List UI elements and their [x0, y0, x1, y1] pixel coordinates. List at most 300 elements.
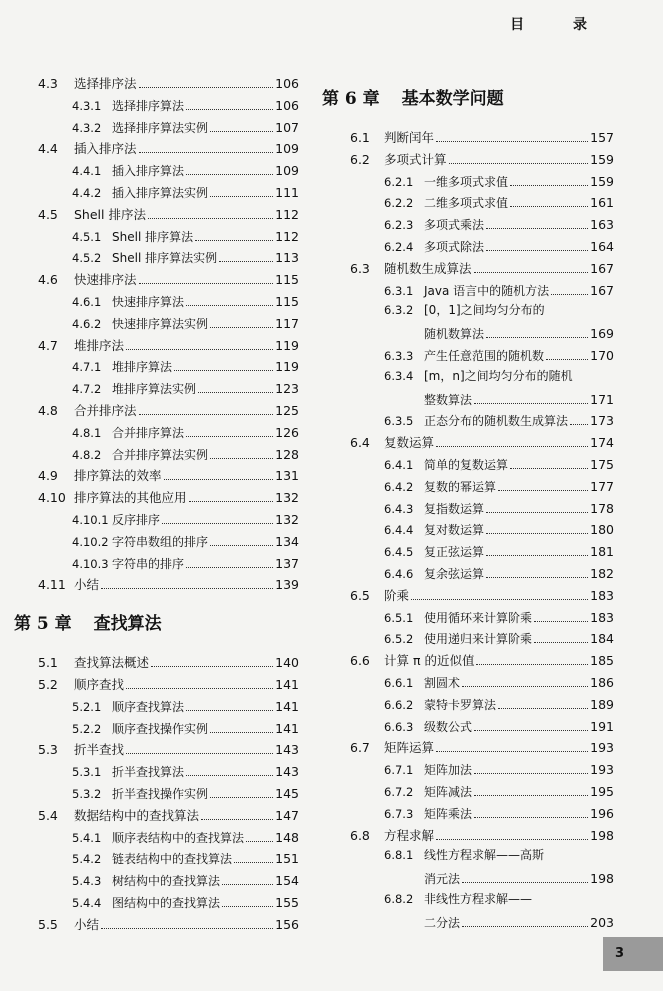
toc-entry-title: 图结构中的查找算法 — [112, 895, 221, 910]
toc-entry[interactable] — [14, 377, 299, 399]
toc-entry-title: 复正弦运算 — [424, 545, 485, 560]
toc-entry-number: 6.5.2 — [384, 632, 414, 647]
toc-entry[interactable] — [14, 443, 299, 465]
toc-entry-page: 173 — [590, 413, 614, 429]
dot-leader — [139, 137, 274, 153]
toc-right-column — [322, 78, 614, 932]
toc-entry-title: 方程求解 — [384, 827, 435, 843]
toc-entry-title: [0，1]之间均匀分布的 — [424, 303, 545, 318]
toc-entry-page: 139 — [275, 577, 299, 593]
toc-entry-number: 6.4.4 — [384, 523, 414, 538]
dot-leader — [534, 606, 588, 622]
toc-entry[interactable] — [322, 170, 614, 192]
toc-entry[interactable] — [322, 671, 614, 693]
dot-leader — [210, 181, 273, 197]
toc-entry-title: Shell 排序法 — [74, 206, 146, 222]
toc-entry-title: 顺序表结构中的查找算法 — [112, 830, 245, 845]
toc-entry-number: 6.8.1 — [384, 848, 414, 863]
toc-entry-title: 矩阵加法 — [424, 763, 473, 778]
dot-leader — [474, 802, 588, 818]
toc-entry-number: 5.1 — [38, 655, 58, 671]
toc-entry[interactable] — [14, 290, 299, 312]
toc-entry[interactable] — [14, 826, 299, 848]
dot-leader — [486, 213, 588, 229]
toc-entry-page: 126 — [275, 424, 299, 440]
toc-entry-title: 字符串数组的排序 — [112, 534, 209, 549]
toc-entry[interactable] — [322, 191, 614, 213]
toc-entry-page: 115 — [275, 293, 299, 309]
toc-entry-page: 180 — [590, 522, 614, 538]
toc-entry[interactable] — [14, 246, 299, 268]
dot-leader — [462, 867, 588, 883]
toc-entry-number: 4.9 — [38, 468, 58, 484]
toc-entry-title: 一维多项式求值 — [424, 174, 509, 189]
toc-entry-page: 167 — [590, 282, 614, 298]
dot-leader — [436, 824, 588, 840]
toc-entry-number: 5.2 — [38, 676, 58, 692]
toc-entry[interactable] — [14, 312, 299, 334]
toc-entry[interactable] — [322, 453, 614, 475]
toc-entry-page: 170 — [590, 347, 614, 363]
toc-entry-number: 6.3.1 — [384, 283, 414, 298]
toc-entry-title: 折半查找操作实例 — [112, 786, 209, 801]
toc-entry[interactable] — [322, 344, 614, 366]
toc-entry-number: 6.2.2 — [384, 196, 414, 211]
toc-entry-title: 数据结构中的查找算法 — [74, 807, 200, 823]
toc-entry-title: 使用递归来计算阶乘 — [424, 632, 533, 647]
toc-entry[interactable] — [14, 334, 299, 356]
toc-entry[interactable] — [322, 845, 614, 867]
toc-entry-page: 113 — [275, 250, 299, 266]
toc-entry-page: 169 — [590, 326, 614, 342]
toc-entry-title: 插入排序算法 — [112, 164, 185, 179]
toc-entry-page: 155 — [275, 894, 299, 910]
dot-leader — [210, 530, 273, 546]
toc-entry-title: 非线性方程求解—— — [424, 891, 533, 906]
toc-entry-title: 顺序查找操作实例 — [112, 721, 209, 736]
dot-leader — [198, 377, 273, 393]
toc-entry-title: [m，n]之间均匀分布的随机 — [424, 368, 573, 383]
toc-entry-page: 181 — [590, 544, 614, 560]
toc-entry[interactable] — [322, 911, 614, 933]
toc-entry-title: 快速排序算法 — [112, 294, 185, 309]
toc-entry-page: 163 — [590, 217, 614, 233]
toc-entry[interactable] — [14, 573, 299, 595]
toc-entry[interactable] — [14, 695, 299, 717]
page-number-badge: 3 — [603, 937, 663, 971]
toc-entry[interactable] — [14, 203, 299, 225]
toc-entry-page: 184 — [590, 631, 614, 647]
toc-entry-title: 合并排序算法 — [112, 425, 185, 440]
toc-entry-title: 快速排序法 — [74, 272, 137, 288]
toc-entry[interactable] — [322, 388, 614, 410]
dot-leader — [474, 715, 588, 731]
toc-entry-number: 6.4.5 — [384, 545, 414, 560]
dot-leader — [186, 421, 273, 437]
dot-leader — [210, 116, 273, 132]
toc-entry[interactable] — [322, 802, 614, 824]
toc-entry[interactable] — [322, 409, 614, 431]
toc-entry-number: 4.6.2 — [72, 316, 102, 331]
toc-entry-page: 161 — [590, 195, 614, 211]
toc-entry-page: 156 — [275, 916, 299, 932]
toc-entry-title: 阶乘 — [384, 587, 410, 603]
toc-entry-title: 折半查找 — [74, 742, 125, 758]
toc-entry-number: 4.4 — [38, 141, 58, 157]
toc-entry[interactable] — [14, 891, 299, 913]
toc-entry[interactable] — [322, 148, 614, 170]
toc-entry-page: 137 — [275, 555, 299, 571]
toc-entry-page: 186 — [590, 674, 614, 690]
toc-entry-number: 6.7.3 — [384, 806, 414, 821]
toc-entry[interactable] — [14, 181, 299, 203]
toc-entry-number: 4.5.2 — [72, 251, 102, 266]
toc-entry-title: 选择排序算法实例 — [112, 120, 209, 135]
toc-entry[interactable] — [322, 562, 614, 584]
chapter-number: 第 6 章 — [322, 89, 380, 109]
toc-entry[interactable] — [322, 889, 614, 911]
dot-leader — [534, 627, 588, 643]
toc-entry[interactable] — [322, 497, 614, 519]
toc-entry-page: 175 — [590, 456, 614, 472]
toc-entry-number: 6.2.3 — [384, 218, 414, 233]
dot-leader — [546, 344, 588, 360]
toc-entry[interactable] — [322, 867, 614, 889]
toc-entry-number: 6.6.1 — [384, 675, 414, 690]
toc-entry-number: 6.1 — [350, 130, 370, 145]
toc-entry-page: 111 — [275, 184, 299, 200]
dot-leader — [164, 464, 274, 480]
toc-entry-number: 4.7.2 — [72, 382, 102, 397]
dot-leader — [186, 290, 273, 306]
dot-leader — [139, 72, 274, 88]
toc-entry-page: 141 — [275, 720, 299, 736]
toc-entry[interactable] — [14, 225, 299, 247]
toc-entry-title: 复指数运算 — [424, 501, 485, 516]
toc-entry-number: 5.2.2 — [72, 721, 102, 736]
toc-entry-number: 4.7.1 — [72, 360, 102, 375]
toc-entry[interactable] — [322, 279, 614, 301]
toc-entry-number: 6.4.3 — [384, 501, 414, 516]
dot-leader — [210, 443, 273, 459]
toc-entry-number: 6.2.1 — [384, 174, 414, 189]
dot-leader — [126, 673, 273, 689]
toc-entry-page: 159 — [590, 173, 614, 189]
toc-entry-page: 203 — [590, 914, 614, 930]
dot-leader — [474, 388, 588, 404]
toc-entry[interactable] — [322, 126, 614, 148]
dot-leader — [101, 913, 273, 929]
toc-entry-page: 117 — [275, 315, 299, 331]
dot-leader — [486, 497, 588, 513]
toc-entry-title: 判断闰年 — [384, 130, 435, 145]
toc-entry-title: 矩阵减法 — [424, 784, 473, 799]
toc-entry[interactable] — [14, 738, 299, 760]
toc-entry[interactable] — [14, 355, 299, 377]
dot-leader — [449, 148, 589, 164]
dot-leader — [474, 780, 588, 796]
toc-entry-page: 112 — [275, 228, 299, 244]
toc-entry-number: 6.3 — [350, 260, 370, 276]
toc-entry[interactable] — [322, 584, 614, 606]
toc-entry-page: 177 — [590, 478, 614, 494]
toc-entry-number: 5.4.4 — [72, 895, 102, 910]
toc-entry-title: 产生任意范围的随机数 — [424, 348, 545, 363]
dot-leader — [222, 891, 273, 907]
toc-entry[interactable] — [322, 540, 614, 562]
dot-leader — [186, 695, 273, 711]
toc-entry-page: 196 — [590, 805, 614, 821]
toc-entry-page: 140 — [275, 655, 299, 671]
toc-entry[interactable] — [322, 693, 614, 715]
toc-entry-page: 143 — [275, 742, 299, 758]
toc-entry-title: 二维多项式求值 — [424, 196, 509, 211]
toc-entry-page: 185 — [590, 653, 614, 669]
toc-entry-title: 二分法 — [424, 915, 461, 930]
toc-entry-title: 随机数生成算法 — [384, 260, 472, 276]
dot-leader — [189, 486, 274, 502]
toc-entry-title: 矩阵乘法 — [424, 806, 473, 821]
toc-entry[interactable] — [14, 782, 299, 804]
toc-entry-title: 查找算法概述 — [74, 655, 150, 671]
toc-entry-page: 132 — [275, 511, 299, 527]
toc-entry[interactable] — [14, 94, 299, 116]
toc-entry-title: 正态分布的随机数生成算法 — [424, 414, 569, 429]
toc-entry-page: 119 — [275, 359, 299, 375]
toc-entry[interactable] — [322, 213, 614, 235]
toc-entry[interactable] — [14, 268, 299, 290]
toc-entry[interactable] — [14, 847, 299, 869]
toc-entry-title: 计算 π 的近似值 — [384, 653, 475, 669]
dot-leader — [186, 159, 273, 175]
dot-leader — [551, 279, 588, 295]
dot-leader — [462, 911, 588, 927]
toc-entry-number: 6.2 — [350, 151, 370, 167]
toc-entry-title: 链表结构中的查找算法 — [112, 852, 233, 867]
toc-entry[interactable] — [14, 116, 299, 138]
dot-leader — [210, 717, 273, 733]
toc-entry[interactable] — [14, 486, 299, 508]
toc-entry-title: 蒙特卡罗算法 — [424, 697, 497, 712]
dot-leader — [222, 869, 273, 885]
toc-entry[interactable] — [322, 715, 614, 737]
toc-entry[interactable] — [322, 780, 614, 802]
toc-entry-title: 使用循环来计算阶乘 — [424, 610, 533, 625]
dot-leader — [436, 431, 588, 447]
dot-leader — [411, 584, 588, 600]
toc-entry-page: 183 — [590, 609, 614, 625]
toc-entry-page: 157 — [590, 130, 614, 145]
toc-entry-title: 小结 — [74, 916, 100, 932]
toc-entry-number: 4.10.1 — [72, 512, 109, 527]
toc-entry-page: 109 — [275, 163, 299, 179]
dot-leader — [436, 736, 588, 752]
toc-entry-number: 5.3 — [38, 742, 58, 758]
toc-entry-title: 线性方程求解——高斯 — [424, 848, 545, 863]
toc-entry[interactable] — [14, 399, 299, 421]
dot-leader — [210, 312, 273, 328]
toc-entry-page: 198 — [590, 871, 614, 887]
toc-entry-page: 112 — [275, 206, 299, 222]
toc-entry-number: 6.3.3 — [384, 348, 414, 363]
toc-entry-title: 树结构中的查找算法 — [112, 874, 221, 889]
toc-entry-title: 多项式计算 — [384, 151, 447, 167]
dot-leader — [219, 246, 273, 262]
toc-entry[interactable] — [14, 913, 299, 935]
toc-entry-page: 164 — [590, 238, 614, 254]
toc-entry[interactable] — [322, 300, 614, 322]
toc-entry-number: 4.10.3 — [72, 556, 109, 571]
page-header-title: 目 录 — [510, 17, 609, 33]
toc-entry-page: 125 — [275, 402, 299, 418]
toc-entry[interactable] — [322, 518, 614, 540]
toc-entry-title: 插入排序算法实例 — [112, 185, 209, 200]
toc-entry-page: 115 — [275, 272, 299, 288]
toc-entry-title: Java 语言中的随机方法 — [424, 283, 550, 298]
toc-entry-page: 154 — [275, 873, 299, 889]
toc-entry-number: 6.8.2 — [384, 891, 414, 906]
toc-entry[interactable] — [322, 627, 614, 649]
toc-entry-number: 6.4.6 — [384, 566, 414, 581]
toc-entry[interactable] — [14, 717, 299, 739]
toc-entry-number: 4.3.1 — [72, 98, 102, 113]
toc-entry-title: 排序算法的效率 — [74, 468, 162, 484]
dot-leader — [174, 355, 273, 371]
dot-leader — [474, 257, 589, 273]
toc-entry-number: 6.2.4 — [384, 239, 414, 254]
toc-entry[interactable] — [14, 804, 299, 826]
toc-entry[interactable] — [322, 824, 614, 846]
toc-entry-page: 182 — [590, 565, 614, 581]
toc-entry-title: Shell 排序算法实例 — [112, 251, 218, 266]
toc-entry-title: 级数公式 — [424, 719, 473, 734]
dot-leader — [486, 518, 588, 534]
toc-entry-number: 6.4 — [350, 435, 370, 451]
toc-entry-page: 159 — [590, 151, 614, 167]
toc-entry-title: 堆排序法 — [74, 337, 125, 353]
toc-entry[interactable] — [322, 475, 614, 497]
toc-entry[interactable] — [14, 552, 299, 574]
toc-entry-number: 6.8 — [350, 827, 370, 843]
toc-entry-title: 随机数算法 — [424, 327, 485, 342]
toc-entry-title: 快速排序算法实例 — [112, 316, 209, 331]
toc-entry-page: 193 — [590, 762, 614, 778]
toc-entry[interactable] — [322, 322, 614, 344]
dot-leader — [486, 562, 588, 578]
toc-entry-page: 141 — [275, 676, 299, 692]
toc-entry-number: 6.5.1 — [384, 610, 414, 625]
toc-entry-page: 134 — [275, 533, 299, 549]
dot-leader — [462, 671, 588, 687]
toc-entry-title: 插入排序法 — [74, 141, 137, 157]
toc-entry[interactable] — [14, 421, 299, 443]
chapter-5-heading[interactable] — [14, 611, 299, 637]
toc-entry-title: 顺序查找算法 — [112, 699, 185, 714]
toc-entry-title: 复数运算 — [384, 435, 435, 451]
toc-entry-title: Shell 排序算法 — [112, 229, 194, 244]
toc-entry-page: 109 — [275, 141, 299, 157]
toc-entry-number: 4.4.2 — [72, 185, 102, 200]
toc-entry[interactable] — [14, 464, 299, 486]
toc-entry-number: 4.5 — [38, 206, 58, 222]
dot-leader — [474, 758, 588, 774]
toc-entry[interactable] — [14, 760, 299, 782]
toc-chapter-4-continued — [14, 72, 299, 595]
toc-entry-page: 141 — [275, 698, 299, 714]
toc-entry[interactable] — [322, 736, 614, 758]
dot-leader — [186, 760, 273, 776]
dot-leader — [498, 475, 588, 491]
toc-entry[interactable] — [322, 366, 614, 388]
dot-leader — [126, 334, 273, 350]
toc-entry-page: 106 — [275, 76, 299, 91]
toc-entry-number: 6.3.5 — [384, 414, 414, 429]
toc-entry-title: 多项式除法 — [424, 239, 485, 254]
toc-entry[interactable] — [322, 431, 614, 453]
toc-entry-number: 5.3.2 — [72, 786, 102, 801]
dot-leader — [195, 225, 273, 241]
toc-entry[interactable] — [14, 137, 299, 159]
toc-entry-number: 5.4.2 — [72, 852, 102, 867]
toc-entry-number: 4.3 — [38, 76, 58, 91]
toc-entry-page: 193 — [590, 740, 614, 756]
chapter-title: 基本数学问题 — [401, 89, 504, 109]
toc-entry[interactable] — [14, 508, 299, 530]
dot-leader — [510, 191, 588, 207]
toc-entry-title: 选择排序算法 — [112, 98, 185, 113]
dot-leader — [246, 826, 273, 842]
toc-entry[interactable] — [14, 159, 299, 181]
toc-entry[interactable] — [14, 869, 299, 891]
toc-entry-title: 顺序查找 — [74, 676, 125, 692]
toc-entry-page: 171 — [590, 391, 614, 407]
toc-entry-page: 143 — [275, 764, 299, 780]
toc-entry[interactable] — [322, 606, 614, 628]
toc-entry-number: 5.3.1 — [72, 765, 102, 780]
dot-leader — [126, 738, 273, 754]
toc-entry-title: 割圆术 — [424, 675, 461, 690]
toc-entry-number: 4.8 — [38, 402, 58, 418]
toc-entry[interactable] — [322, 649, 614, 671]
toc-entry-title: 堆排序算法实例 — [112, 382, 197, 397]
toc-entry-number: 5.2.1 — [72, 699, 102, 714]
toc-entry[interactable] — [14, 673, 299, 695]
toc-entry-title: 反序排序 — [112, 512, 161, 527]
toc-entry[interactable] — [14, 651, 299, 673]
toc-entry[interactable] — [14, 530, 299, 552]
chapter-title: 查找算法 — [93, 614, 162, 635]
toc-entry-number: 6.4.1 — [384, 457, 414, 472]
toc-entry-number: 4.10.2 — [72, 534, 109, 549]
toc-entry-number: 6.7.2 — [384, 784, 414, 799]
toc-entry-page: 167 — [590, 260, 614, 276]
toc-entry-number: 6.6.2 — [384, 697, 414, 712]
chapter-6-heading[interactable] — [322, 86, 614, 112]
toc-entry-title: 消元法 — [424, 872, 461, 887]
toc-entry[interactable] — [322, 758, 614, 780]
toc-entry[interactable] — [322, 235, 614, 257]
dot-leader — [486, 540, 588, 556]
toc-left-column — [14, 72, 299, 934]
toc-entry-page: 178 — [590, 500, 614, 516]
toc-chapter-6-entries — [322, 126, 614, 932]
dot-leader — [151, 651, 273, 667]
toc-entry[interactable] — [14, 72, 299, 94]
toc-entry[interactable] — [322, 257, 614, 279]
toc-entry-number: 6.5 — [350, 587, 370, 603]
toc-entry-number: 4.8.2 — [72, 447, 102, 462]
toc-entry-page: 123 — [275, 381, 299, 397]
